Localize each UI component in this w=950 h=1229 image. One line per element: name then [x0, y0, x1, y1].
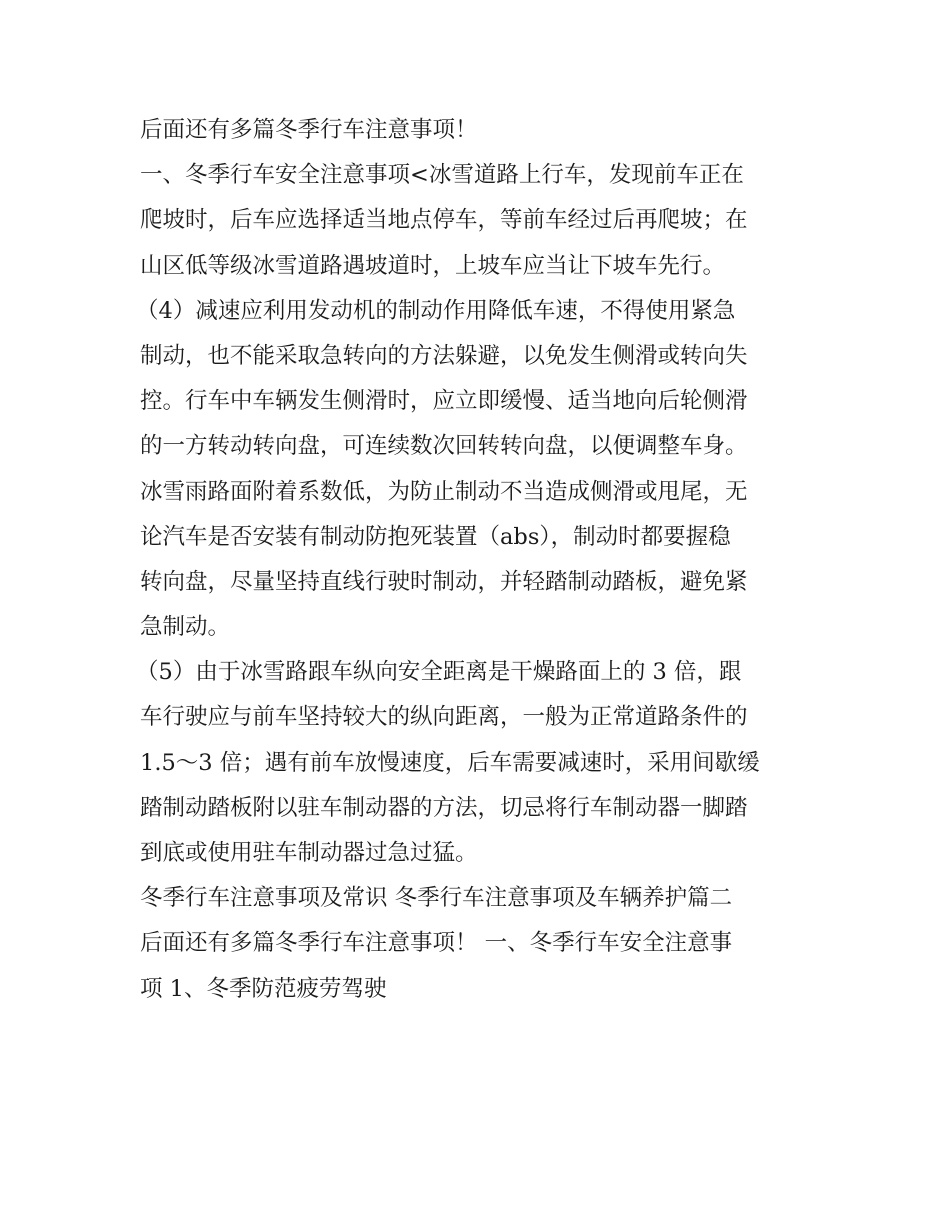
text-line: 制动，也不能采取急转向的方法躲避，以免发生侧滑或转向失	[140, 342, 748, 369]
text-line: 冰雪雨路面附着系数低，为防止制动不当造成侧滑或甩尾，无	[140, 478, 748, 505]
text-line: 控。行车中车辆发生侧滑时，应立即缓慢、适当地向后轮侧滑	[140, 388, 748, 415]
text-line: 转向盘，尽量坚持直线行驶时制动，并轻踏制动踏板，避免紧	[140, 568, 748, 595]
text-line: 急制动。	[140, 614, 231, 641]
text-line: 踏制动踏板附以驻车制动器的方法，切忌将行车制动器一脚踏	[140, 794, 748, 821]
text-line: 项 1、冬季防范疲劳驾驶	[140, 975, 387, 1002]
text-line: 山区低等级冰雪道路遇坡道时，上坡车应当让下坡车先行。	[140, 252, 726, 279]
text-line: 后面还有多篇冬季行车注意事项！	[140, 117, 478, 143]
text-line: 后面还有多篇冬季行车注意事项！ 一、冬季行车安全注意事	[140, 930, 733, 957]
text-line: （5）由于冰雪路跟车纵向安全距离是干燥路面上的 3 倍，跟	[136, 659, 742, 686]
text-line: 的一方转动转向盘，可连续数次回转转向盘，以便调整车身。	[140, 433, 748, 460]
text-line: 到底或使用驻车制动器过急过猛。	[140, 840, 478, 866]
text-line: 论汽车是否安装有制动防抱死装置（abs），制动时都要握稳	[140, 523, 731, 550]
text-line: 爬坡时，后车应选择适当地点停车，等前车经过后再爬坡；在	[140, 207, 748, 234]
document-body	[136, 108, 820, 1012]
text-line: 车行驶应与前车坚持较大的纵向距离，一般为正常道路条件的	[140, 704, 748, 731]
text-line: 一、冬季行车安全注意事项<冰雪道路上行车，发现前车正在	[140, 162, 744, 189]
text-line: 1.5～3 倍；遇有前车放慢速度，后车需要减速时，采用间歇缓	[140, 749, 760, 776]
text-line: （4）减速应利用发动机的制动作用降低车速，不得使用紧急	[136, 297, 736, 324]
text-line: 冬季行车注意事项及常识 冬季行车注意事项及车辆养护篇二	[140, 885, 733, 912]
